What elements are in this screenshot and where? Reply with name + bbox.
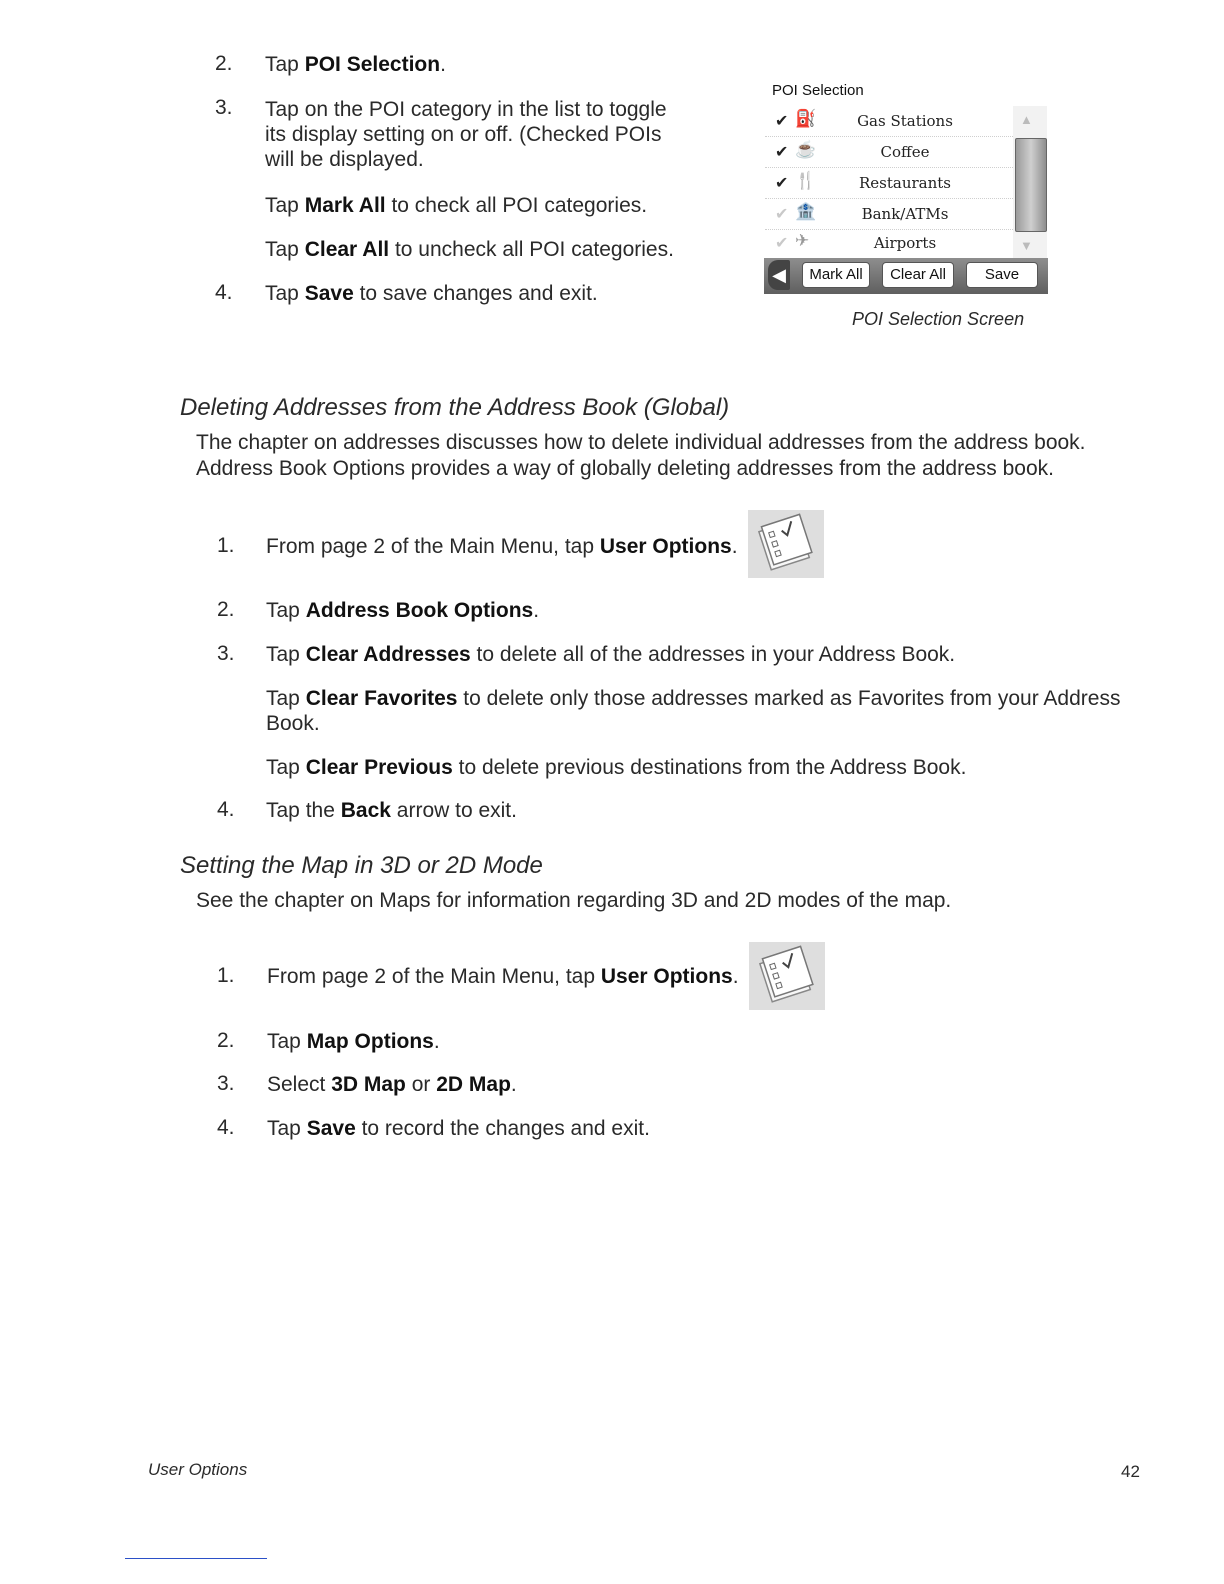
poi-screen-title: POI Selection	[772, 82, 864, 99]
poi-row-label: Airports	[873, 234, 937, 252]
poi-scroll-thumb[interactable]	[1015, 138, 1047, 232]
user-options-icon	[749, 942, 825, 1010]
page-number: 42	[1121, 1462, 1140, 1481]
checkmark-icon: ✔	[775, 206, 789, 223]
step-number: 1.	[217, 964, 235, 987]
poi-row-restaurants[interactable]	[765, 168, 1013, 199]
checkmark-icon: ✔	[775, 144, 789, 161]
figure-caption: POI Selection Screen	[852, 309, 1025, 329]
step-map-options: Tap Map Options.	[267, 1030, 440, 1053]
section-title: Deleting Addresses from the Address Book (Global)	[180, 394, 730, 421]
step-number: 1.	[217, 534, 235, 557]
poi-step-4: Tap Save to save changes and exit.	[265, 282, 598, 305]
user-options-icon	[748, 510, 824, 578]
back-arrow-icon[interactable]: ◀	[768, 260, 790, 290]
section-title: Setting the Map in 3D or 2D Mode	[180, 852, 543, 879]
step-number: 3.	[215, 96, 233, 119]
coffee-cup-icon: ☕	[795, 140, 817, 159]
poi-row-label: Bank/ATMs	[861, 205, 949, 223]
poi-step-clear-all: Tap Clear All to uncheck all POI categories.	[265, 238, 674, 261]
poi-row-label: Coffee	[880, 143, 930, 161]
checkmark-icon: ✔	[775, 235, 789, 252]
step-number: 4.	[217, 1116, 235, 1139]
step-clear-addresses: Tap Clear Addresses to delete all of the addresses in your Address Book.	[266, 643, 956, 666]
step-back-arrow: Tap the Back arrow to exit.	[266, 799, 517, 822]
poi-row-coffee[interactable]	[765, 137, 1013, 168]
step-number: 4.	[217, 798, 235, 821]
checkmark-icon: ✔	[775, 113, 789, 130]
scroll-down-icon[interactable]: ▼	[1020, 238, 1033, 253]
section-intro: The chapter on addresses discusses how to delete individual addresses from the address book. Address Book Options provides a way of globally deleting addresses from the address book.	[196, 431, 1086, 480]
step-number: 3.	[217, 1072, 235, 1095]
save-button[interactable]: Save	[966, 262, 1038, 288]
poi-row-gas-stations[interactable]	[765, 106, 1013, 137]
checkmark-icon: ✔	[775, 175, 789, 192]
step-number: 4.	[215, 281, 233, 304]
step-select-map: Select 3D Map or 2D Map.	[267, 1073, 517, 1096]
poi-row-bank-atms[interactable]	[765, 199, 1013, 230]
poi-step-2: Tap POI Selection.	[265, 53, 446, 76]
gas-pump-icon: ⛽	[795, 109, 817, 128]
clear-all-button[interactable]: Clear All	[882, 262, 954, 288]
fork-knife-icon: 🍴	[795, 171, 817, 190]
poi-row-label: Gas Stations	[857, 112, 953, 130]
poi-row-label: Restaurants	[859, 174, 951, 192]
step-user-options: From page 2 of the Main Menu, tap User Options.	[266, 535, 738, 558]
poi-step-mark-all: Tap Mark All to check all POI categories.	[265, 194, 648, 217]
step-user-options: From page 2 of the Main Menu, tap User Options.	[267, 965, 739, 988]
step-number: 3.	[217, 642, 235, 665]
footer-chapter: User Options	[148, 1460, 248, 1479]
poi-step-3: Tap on the POI category in the list to toggle its display setting on or off. (Checked POIs will be displayed.	[265, 98, 667, 171]
footer-rule	[125, 1558, 267, 1559]
bank-icon: 🏦	[795, 202, 817, 221]
step-number: 2.	[217, 1029, 235, 1052]
airplane-icon: ✈	[795, 231, 810, 250]
step-clear-favorites: Tap Clear Favorites to delete only those addresses marked as Favorites from your Address Book.	[266, 687, 1121, 735]
section-intro: See the chapter on Maps for information regarding 3D and 2D modes of the map.	[196, 889, 952, 912]
step-clear-previous: Tap Clear Previous to delete previous destinations from the Address Book.	[266, 756, 967, 779]
mark-all-button[interactable]: Mark All	[802, 262, 870, 288]
scroll-up-icon[interactable]: ▲	[1020, 112, 1033, 127]
step-number: 2.	[217, 598, 235, 621]
step-number: 2.	[215, 52, 233, 75]
step-address-book-options: Tap Address Book Options.	[266, 599, 540, 622]
poi-row-airports[interactable]	[765, 228, 1013, 258]
step-save: Tap Save to record the changes and exit.	[267, 1117, 650, 1140]
